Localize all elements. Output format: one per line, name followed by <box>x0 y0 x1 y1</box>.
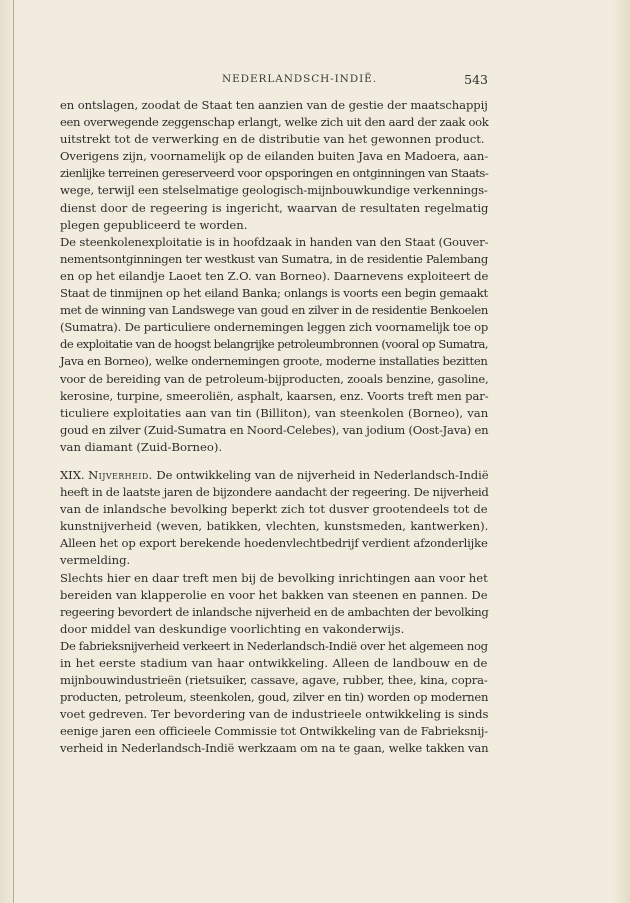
text-line: en ontslagen, zoodat de Staat ten aanzien van de gestie der maatschappij <box>60 98 488 112</box>
text-line: mijnbouwindustrieën (rietsuiker, cassave, agave, rubber, thee, kina, copra- <box>60 673 488 688</box>
text-line: ticuliere exploitaties aan van tin (Billiton), van steenkolen (Borneo), van <box>60 405 489 420</box>
text-line: De steenkolenexploitatie is in hoofdzaak in handen van den Staat (Gouver- <box>60 234 489 249</box>
page-edge-shadow <box>612 0 630 903</box>
page-number: 543 <box>464 72 488 87</box>
body-text <box>60 97 488 758</box>
text-line: Overigens zijn, voornamelijk op de eilanden buiten Java en Madoera, aan- <box>60 149 489 164</box>
text-line: van de inlandsche bevolking beperkt zich tot dusver grootendeels tot de <box>60 502 488 517</box>
text-line: goud en zilver (Zuid-Sumatra en Noord-Celebes), van jodium (Oost-Java) en <box>60 422 489 437</box>
section-first-line <box>60 467 488 484</box>
page-gutter <box>0 0 14 903</box>
text-line: voor de bereiding van de petroleum-bijproducten, zooals benzine, gasoline, <box>60 371 489 386</box>
text-line: en op het eilandje Laoet ten Z.O. van Borneo). Daarnevens exploiteert de <box>60 268 489 283</box>
text-line: bereiden van klapperolie en voor het bakken van steenen en pannen. De <box>60 587 488 602</box>
text-line: Slechts hier en daar treft men bij de bevolking inrichtingen aan voor het <box>60 570 488 585</box>
text-line: plegen gepubliceerd te worden. <box>60 217 248 232</box>
text-line: Staat de tinmijnen op het eiland Banka; onlangs is voorts een begin gemaakt <box>60 286 488 301</box>
text-line: Java en Borneo), welke ondernemingen groote, moderne installaties bezitten <box>60 354 488 369</box>
text-line: nementsontginningen ter westkust van Sumatra, in de residentie Palembang <box>60 251 488 266</box>
text-line: voet gedreven. Ter bevordering van de industrieele ontwikkeling is sinds <box>60 707 489 722</box>
text-line: kerosine, turpine, smeeroliën, asphalt, kaarsen, enz. Voorts treft men par- <box>60 388 489 403</box>
text-line: door middel van deskundige voorlichting en vakonderwijs. <box>60 621 405 636</box>
text-line: eenige jaren een officieele Commissie tot Ontwikkeling van de Fabrieksnij- <box>60 724 489 739</box>
section-number: XIX. <box>60 467 85 482</box>
text-line: De fabrieksnijverheid verkeert in Nederlandsch-Indië over het algemeen nog <box>60 638 488 653</box>
text-line: verheid in Nederlandsch-Indië werkzaam om na te gaan, welke takken van <box>60 741 489 756</box>
text-line: in het eerste stadium van haar ontwikkeling. Alleen de landbouw en de <box>60 656 488 670</box>
text-line: (Sumatra). De particuliere ondernemingen leggen zich voornamelijk toe op <box>60 320 489 335</box>
text-line: zienlijke terreinen gereserveerd voor opsporingen en ontginningen van Staats- <box>60 166 489 181</box>
text-line: een overwegende zeggenschap erlangt, welke zich uit den aard der zaak ook <box>60 115 489 130</box>
gutter-rule <box>13 0 14 903</box>
section-heading: Nijverheid. <box>88 467 153 482</box>
text-line: producten, petroleum, steenkolen, goud, zilver en tin) worden op modernen <box>60 690 489 705</box>
text-line: vermelding. <box>60 553 131 568</box>
running-header <box>60 73 488 89</box>
running-title: NEDERLANDSCH-INDIË. <box>222 73 377 85</box>
section-gap <box>60 456 488 467</box>
text-line: met de winning van Landswege van goud en zilver in de residentie Benkoelen <box>60 303 488 318</box>
text-line: regeering bevordert de inlandsche nijverheid en de ambachten der bevolking <box>60 604 489 619</box>
text-line: van diamant (Zuid-Borneo). <box>60 439 223 454</box>
text-line: heeft in de laatste jaren de bijzondere aandacht der regeering. De nijverheid <box>60 485 489 500</box>
text-line: de exploitatie van de hoogst belangrijke petroleumbronnen (vooral op Sumatra, <box>60 337 489 352</box>
text-line: uitstrekt tot de verwerking en de distributie van het gewonnen product. <box>60 132 485 147</box>
text-line: wege, terwijl een stelselmatige geologisch-mijnbouwkundige verkennings- <box>60 183 488 198</box>
text-line: kunstnijverheid (weven, batikken, vlechten, kunstsmeden, kantwerken). <box>60 519 489 534</box>
text-line: dienst door de regeering is ingericht, waarvan de resultaten regelmatig <box>60 200 489 215</box>
text-line: Alleen het op export berekende hoedenvlechtbedrijf verdient afzonderlijke <box>60 536 488 551</box>
text-line: De ontwikkeling van de nijverheid in Nederlandsch-Indië <box>156 467 489 482</box>
